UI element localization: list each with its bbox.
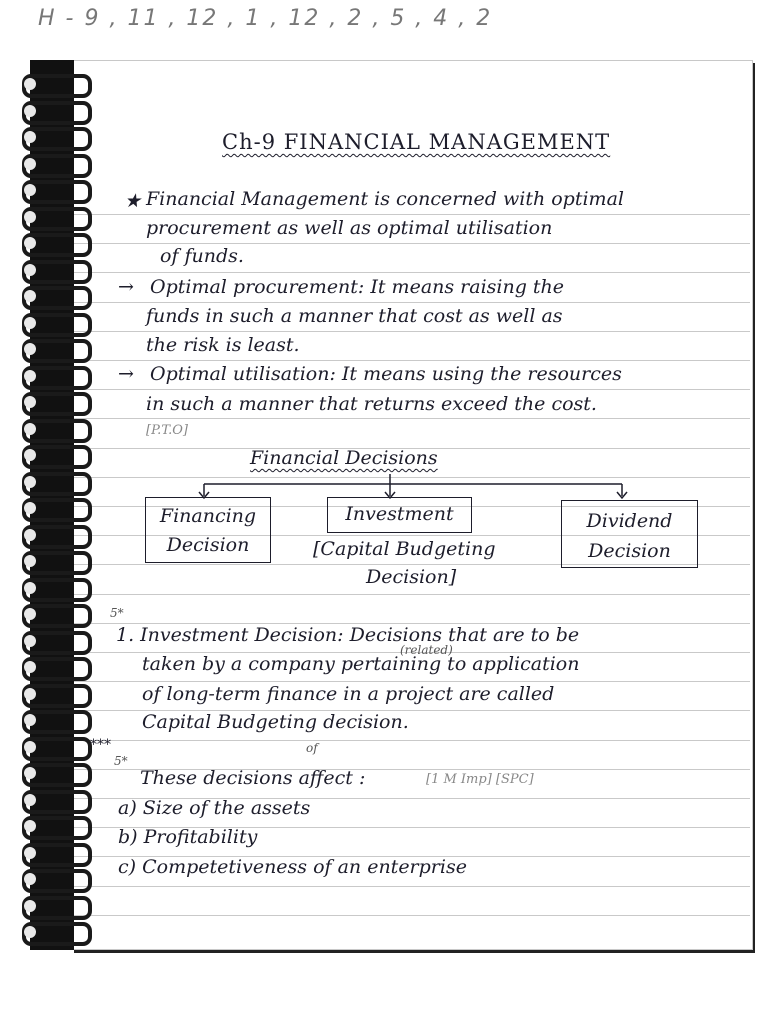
ruled-line [74, 418, 750, 419]
financing-label: Financing [159, 505, 257, 527]
intro-line-1: Financial Management is concerned with optimal [146, 188, 624, 210]
punch-hole [24, 635, 36, 647]
punch-hole [24, 78, 36, 90]
ruled-line [74, 740, 750, 741]
punch-hole [24, 820, 36, 832]
punch-hole [24, 847, 36, 859]
affects-line: These decisions affect : [140, 767, 366, 789]
procurement-line-3: the risk is least. [146, 334, 300, 356]
investment-line-1: 1. Investment Decision: Decisions that are to be [116, 624, 580, 646]
punch-hole [24, 688, 36, 700]
of-note: of [306, 741, 318, 755]
dividend-decision-label: Decision [588, 540, 671, 562]
ruled-line [74, 331, 750, 332]
ruled-line [74, 360, 750, 361]
punch-hole [24, 741, 36, 753]
punch-hole [24, 237, 36, 249]
affects-item-2: b) Profitability [118, 826, 258, 848]
punch-hole [24, 343, 36, 355]
punch-hole [24, 370, 36, 382]
punch-hole [24, 290, 36, 302]
intro-line-3: of funds. [160, 245, 244, 267]
financing-decision-label: Decision [166, 534, 250, 556]
affects-tag: [1 M Imp] [SPC] [426, 772, 534, 787]
investment-line-2: taken by a company pertaining to application [142, 653, 580, 675]
punch-hole [24, 184, 36, 196]
financing-decision-box [145, 497, 271, 563]
affects-marks: 5* [114, 754, 128, 768]
ruled-line [74, 389, 750, 390]
investment-line-3: of long-term finance in a project are called [142, 683, 555, 705]
punch-hole [24, 529, 36, 541]
ruled-line [74, 594, 750, 595]
investment-sub-line-1: [Capital Budgeting [313, 538, 496, 560]
page-title: Ch-9 FINANCIAL MANAGEMENT [222, 130, 611, 154]
utilisation-line-1: Optimal utilisation: It means using the resources [150, 363, 622, 385]
investment-marks: 5* [110, 606, 124, 620]
intro-bullet: ★ [124, 190, 142, 212]
punch-hole [24, 926, 36, 938]
punch-hole [24, 264, 36, 276]
investment-sub-line-2: Decision] [366, 566, 457, 588]
punch-hole [24, 794, 36, 806]
affects-item-1: a) Size of the assets [118, 797, 311, 819]
punch-hole [24, 900, 36, 912]
related-note: (related) [400, 643, 453, 657]
utilisation-arrow: → [118, 363, 134, 385]
punch-hole [24, 502, 36, 514]
punch-hole [24, 555, 36, 567]
pto-note: [P.T.O] [146, 423, 188, 438]
procurement-line-1: Optimal procurement: It means raising the [150, 276, 565, 298]
header-note: H - 9 , 11 , 12 , 1 , 12 , 2 , 5 , 4 , 2 [38, 6, 493, 31]
punch-hole [24, 158, 36, 170]
punch-hole [24, 661, 36, 673]
ruled-line [74, 272, 750, 273]
punch-hole [24, 714, 36, 726]
procurement-arrow: → [118, 276, 134, 298]
punch-hole [24, 131, 36, 143]
punch-hole [24, 476, 36, 488]
investment-decision-box [327, 497, 472, 533]
affects-item-3: c) Competetiveness of an enterprise [118, 856, 467, 878]
ruled-line [74, 214, 750, 215]
investment-line-4: Capital Budgeting decision. [142, 711, 409, 733]
punch-hole [24, 396, 36, 408]
investment-label: Investment [345, 503, 454, 525]
spiral-binding [30, 60, 74, 950]
utilisation-line-2: in such a manner that returns exceed the cost. [146, 393, 597, 415]
punch-hole [24, 767, 36, 779]
punch-hole [24, 211, 36, 223]
ruled-line [74, 915, 750, 916]
punch-hole [24, 105, 36, 117]
punch-hole [24, 873, 36, 885]
punch-hole [24, 317, 36, 329]
dividend-decision-box [561, 500, 698, 568]
ruled-line [74, 302, 750, 303]
dividend-label: Dividend [586, 510, 673, 532]
punch-hole [24, 582, 36, 594]
punch-hole [24, 608, 36, 620]
procurement-line-2: funds in such a manner that cost as well as [146, 305, 563, 327]
ruled-line [74, 886, 750, 887]
punch-hole [24, 449, 36, 461]
decisions-heading: Financial Decisions [250, 447, 438, 469]
affects-stars: *** [90, 737, 111, 753]
punch-hole [24, 423, 36, 435]
intro-line-2: procurement as well as optimal utilisation [146, 217, 553, 239]
